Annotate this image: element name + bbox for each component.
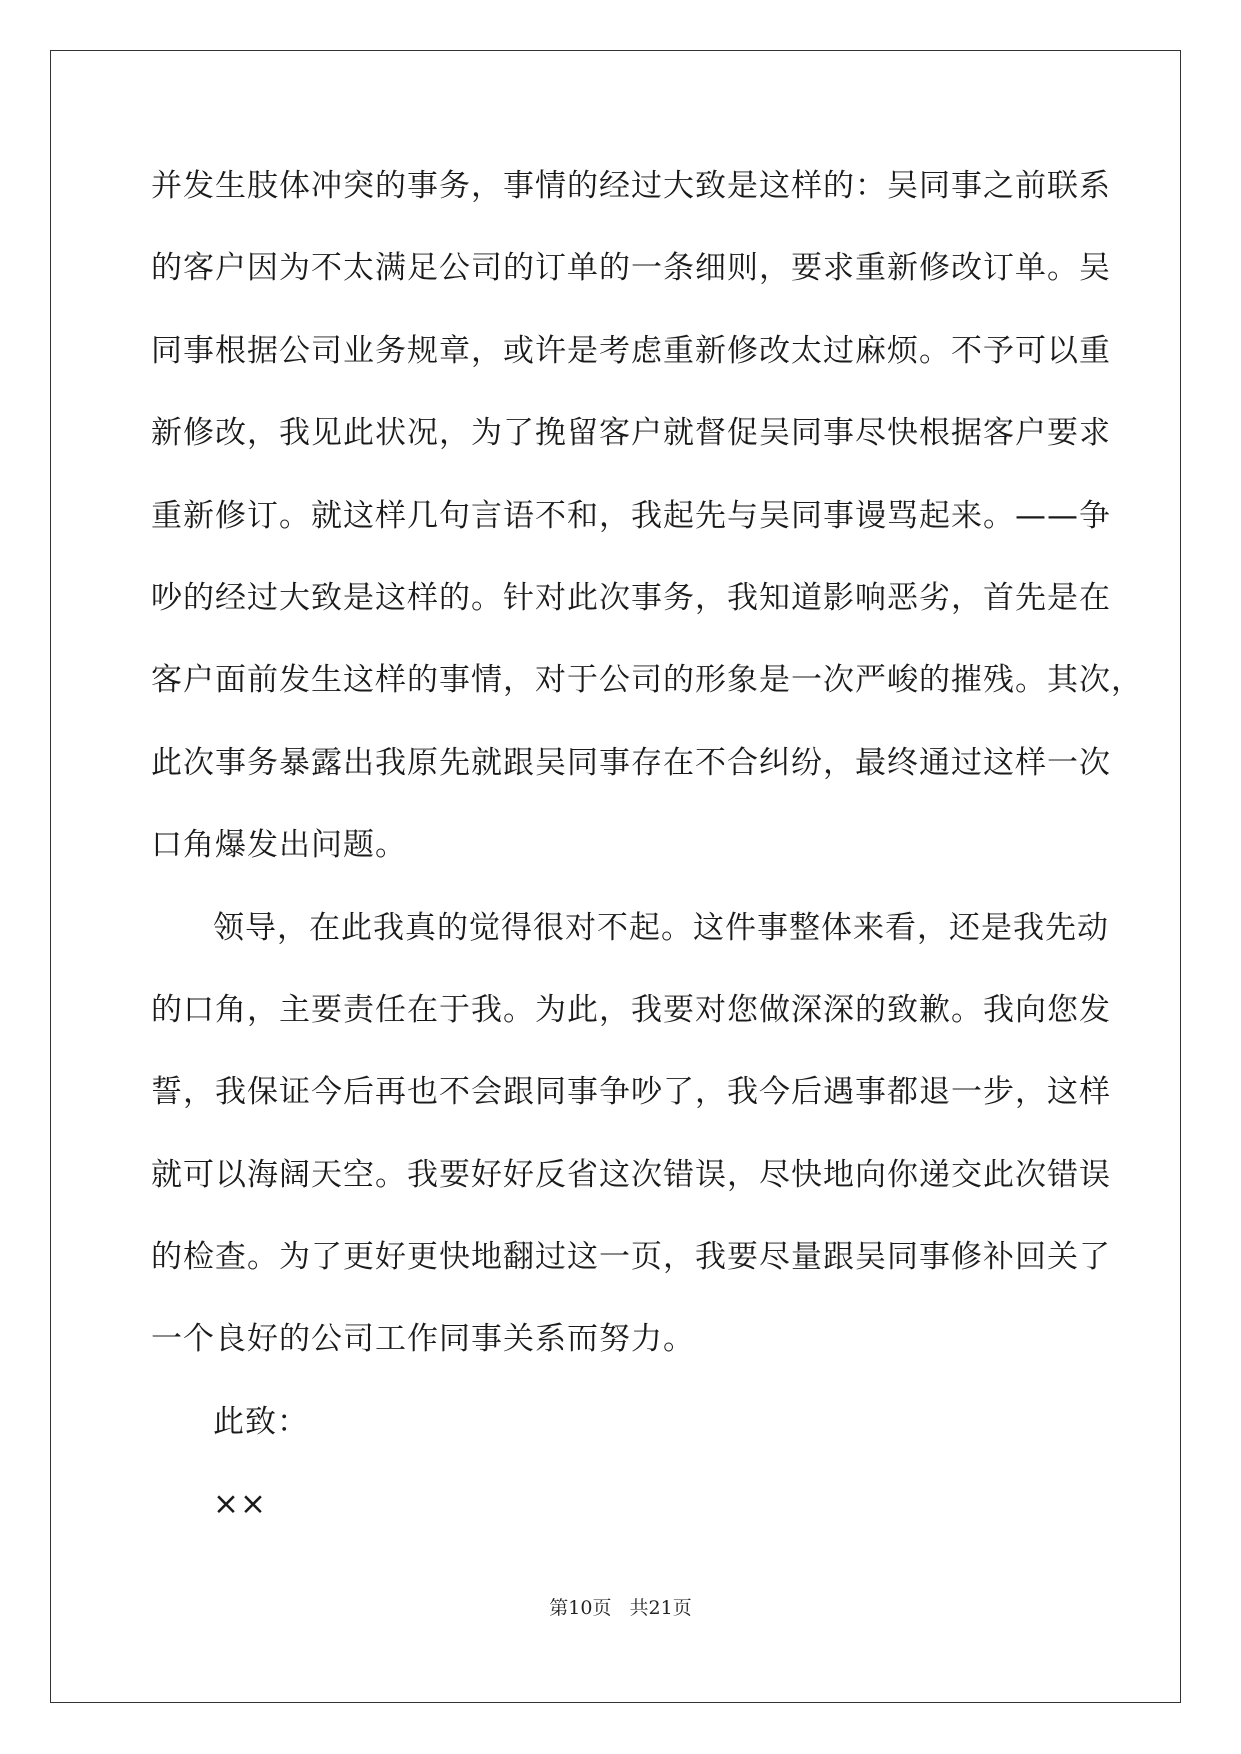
total-pages-number: 21 <box>648 1597 673 1619</box>
body-line: 的客户因为不太满足公司的订单的一条细则，要求重新修改订单。吴 <box>151 250 1111 287</box>
body-line: 新修改，我见此状况，为了挽留客户就督促吴同事尽快根据客户要求 <box>151 415 1111 452</box>
body-line: 客户面前发生这样的事情，对于公司的形象是一次严峻的摧残。其次， <box>151 662 1143 699</box>
body-line: 并发生肢体冲突的事务，事情的经过大致是这样的：吴同事之前联系 <box>151 168 1111 204</box>
page-prefix: 第 <box>549 1597 569 1619</box>
body-line: 口角爆发出问题。 <box>151 827 407 864</box>
total-prefix: 共 <box>629 1597 649 1619</box>
body-line: 此次事务暴露出我原先就跟吴同事存在不合纠纷，最终通过这样一次 <box>151 744 1111 781</box>
body-line: 誓，我保证今后再也不会跟同事争吵了，我今后遇事都退一步，这样 <box>151 1074 1111 1111</box>
body-line: 的口角，主要责任在于我。为此，我要对您做深深的致歉。我向您发 <box>151 991 1111 1028</box>
body-line: 重新修订。就这样几句言语不和，我起先与吴同事谩骂起来。——争 <box>151 497 1111 534</box>
signature: ×× <box>213 1486 267 1523</box>
page-suffix: 页 <box>592 1597 612 1619</box>
document-body <box>151 160 1143 1561</box>
total-suffix: 页 <box>672 1597 692 1619</box>
page-footer <box>0 1596 1241 1620</box>
body-line: 吵的经过大致是这样的。针对此次事务，我知道影响恶劣，首先是在 <box>151 579 1111 616</box>
body-line: 就可以海阔天空。我要好好反省这次错误，尽快地向你递交此次错误 <box>151 1156 1111 1193</box>
closing-salutation: 此致： <box>213 1403 309 1440</box>
current-page-number: 10 <box>568 1597 593 1619</box>
body-line: 领导，在此我真的觉得很对不起。这件事整体来看，还是我先动 <box>213 909 1109 946</box>
body-line: 的检查。为了更好更快地翻过这一页，我要尽量跟吴同事修补回关了 <box>151 1239 1111 1276</box>
body-line: 一个良好的公司工作同事关系而努力。 <box>151 1321 695 1358</box>
body-line: 同事根据公司业务规章，或许是考虑重新修改太过麻烦。不予可以重 <box>151 332 1111 369</box>
